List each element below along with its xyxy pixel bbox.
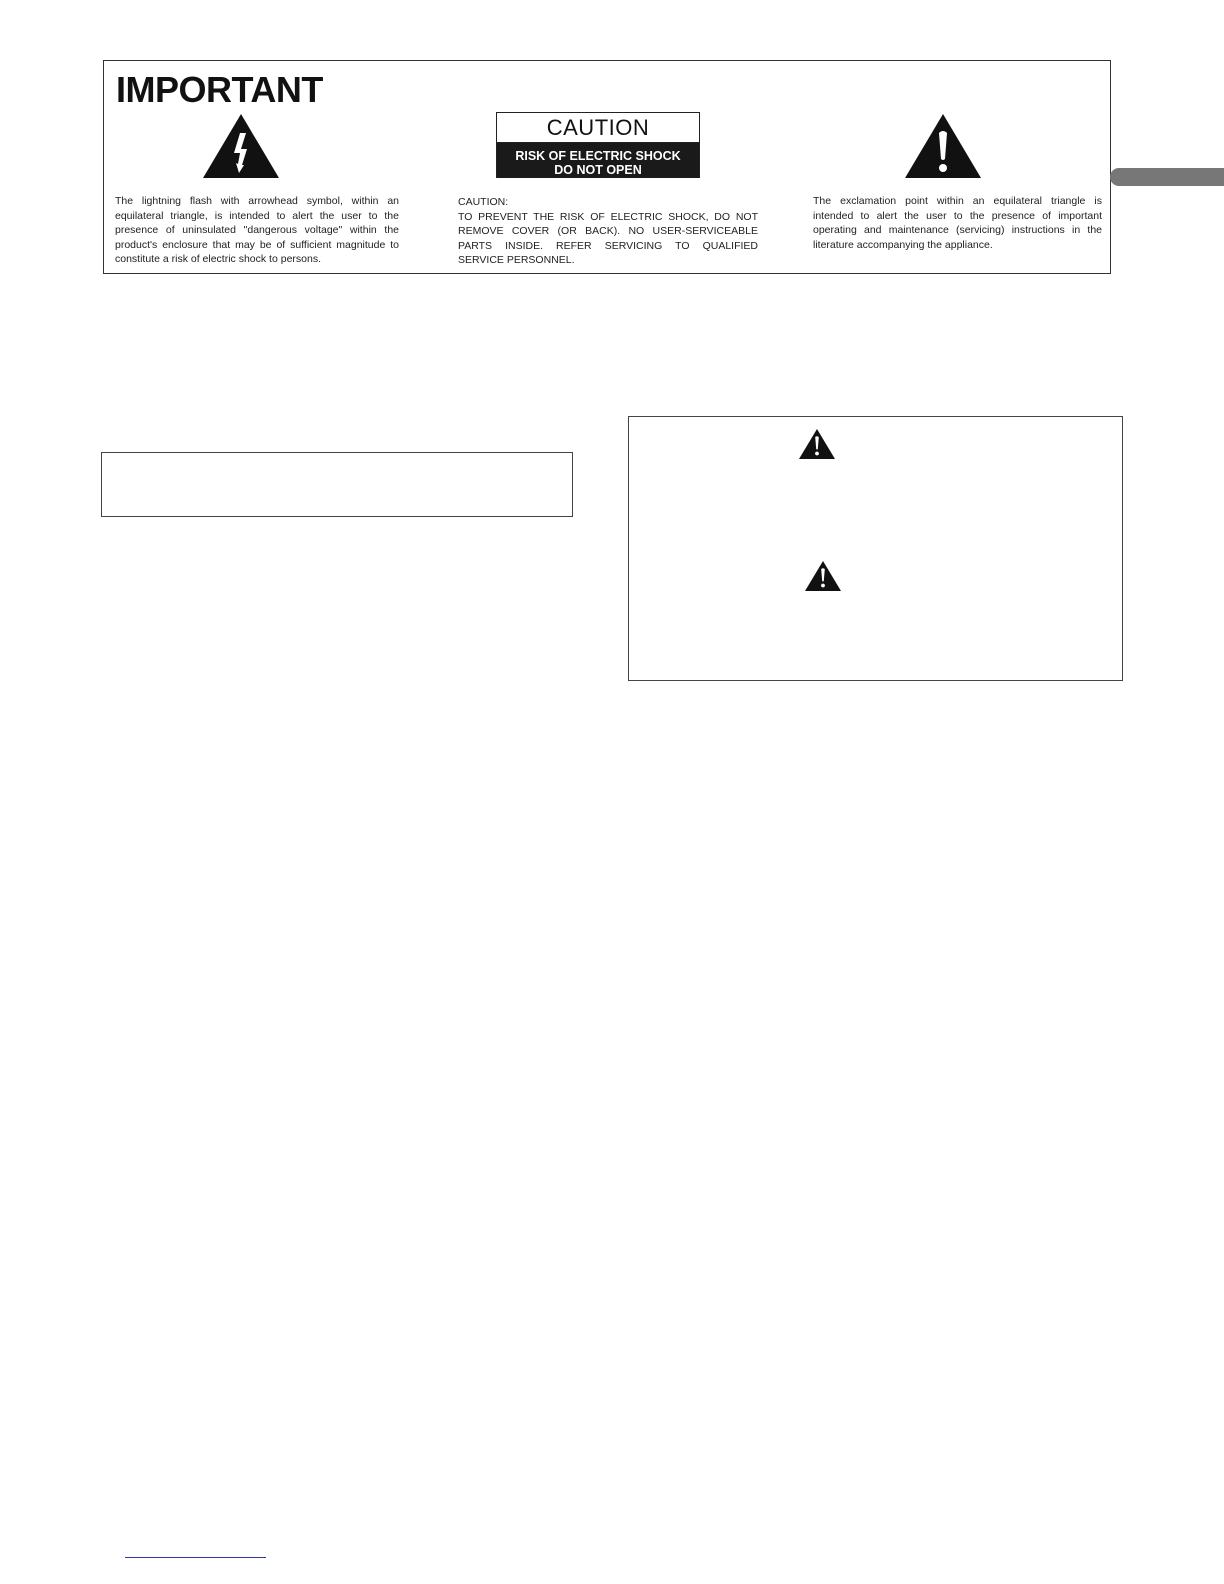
- lightning-description: The lightning flash with arrowhead symbol, within an equilateral triangle, is intended to alert the user to the presence of uninsulated "dangerous voltage" within the product's enclosure that may be of sufficient magnitude to constitute a risk of electric shock to persons.: [115, 195, 399, 265]
- important-safety-box: [103, 60, 1111, 274]
- caution-line-4: SERVICE PERSONNEL.: [458, 254, 575, 266]
- caution-label: [496, 112, 700, 178]
- exclamation-description: The exclamation point within an equilateral triangle is intended to alert the user to the presence of important operating and maintenance (servicing) instructions in the literature accompanying the appliance.: [813, 195, 1102, 251]
- warning-triangle-icon: [798, 428, 836, 460]
- bottom-link-underline[interactable]: [125, 1557, 266, 1558]
- caution-triangle-icon: [804, 560, 842, 592]
- caution-line-3: PARTS INSIDE. REFER SERVICING TO QUALIFIED: [458, 239, 758, 252]
- caution-label-line1: RISK OF ELECTRIC SHOCK: [515, 149, 681, 163]
- caution-line-1: TO PREVENT THE RISK OF ELECTRIC SHOCK, DO NOT: [458, 210, 758, 223]
- caution-label-line2: DO NOT OPEN: [554, 163, 642, 177]
- warning-notice-box: [628, 416, 1123, 681]
- caution-label-body: [497, 143, 699, 178]
- left-notice-box: [101, 452, 573, 517]
- caution-label-head: CAUTION: [497, 113, 699, 143]
- caution-instructions: [458, 195, 758, 268]
- section-side-tab: [1110, 168, 1224, 186]
- caution-line-2: REMOVE COVER (OR BACK). NO USER-SERVICEABLE: [458, 225, 758, 237]
- lightning-warning-icon: [202, 113, 280, 179]
- important-title: IMPORTANT: [116, 69, 323, 110]
- exclamation-warning-icon: [904, 113, 982, 179]
- caution-heading: CAUTION:: [458, 196, 509, 208]
